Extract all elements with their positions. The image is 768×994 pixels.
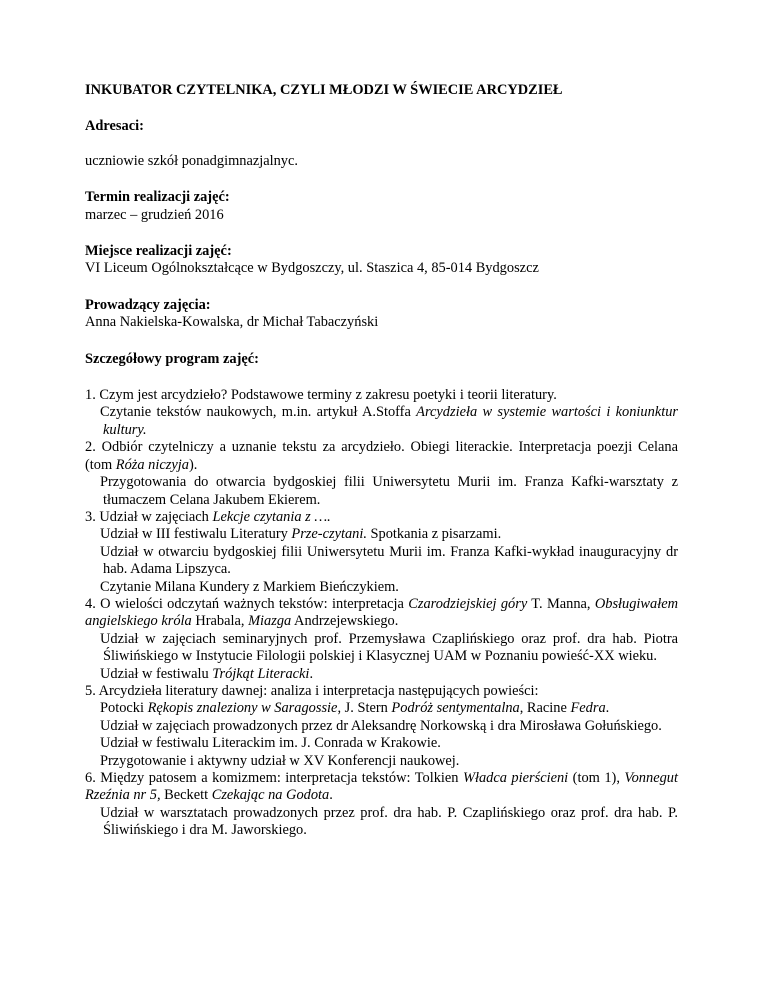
program-item-detail: Udział w festiwalu Literackim im. J. Conrada w Krakowie.	[100, 735, 441, 752]
leaders-label: Prowadzący zajęcia:	[85, 296, 211, 313]
program-item-heading: 5. Arcydzieła literatury dawnej: analiza i interpretacja następujących powieści:	[85, 682, 539, 699]
program-item-6	[85, 770, 678, 840]
heading-title: Vonnegut Rzeźnia nr 5,	[85, 770, 678, 804]
program-item-detail	[85, 666, 678, 683]
heading-text: 3. Udział w zajęciach	[85, 508, 213, 525]
program-label: Szczegółowy program zajęć:	[85, 350, 259, 367]
program-item-4	[85, 596, 678, 683]
heading-text: 4. O wielości odczytań ważnych tekstów: interpretacja	[85, 595, 409, 612]
place-label: Miejsce realizacji zajęć:	[85, 243, 232, 260]
heading-title: Czarodziejskiej góry	[408, 595, 528, 612]
program-item-heading	[85, 509, 678, 526]
heading-text: .	[329, 787, 333, 804]
detail-title: Fedra	[570, 700, 606, 717]
program-item-2	[85, 439, 678, 509]
heading-text: Beckett	[160, 787, 212, 804]
detail-text: .	[605, 700, 610, 717]
detail-text: Potocki	[100, 700, 148, 717]
detail-text: .	[309, 665, 314, 682]
detail-title: Prze-czytani.	[291, 526, 367, 543]
detail-title: Arcydzieła w systemie wartości i koniunktur kultury.	[103, 404, 678, 438]
detail-text: Spotkania z pisarzami.	[366, 526, 502, 543]
program-item-detail	[85, 404, 678, 439]
program-item-3	[85, 509, 678, 596]
program-item-5	[85, 683, 678, 770]
detail-text: , Racine	[519, 700, 571, 717]
heading-text: 2. Odbiór czytelniczy a uznanie tekstu za arcydzieło. Obiegi literackie. Interpretacja poezji Celana (tom	[85, 439, 678, 473]
program-item-heading: 1. Czym jest arcydzieło? Podstawowe terminy z zakresu poetyki i teorii literatury.	[85, 387, 557, 404]
heading-text: T. Manna,	[527, 595, 595, 612]
program-item-detail: Czytanie Milana Kundery z Markiem Bieńczykiem.	[100, 578, 399, 595]
program-item-detail: Przygotowanie i aktywny udział w XV Konferencji naukowej.	[100, 752, 460, 769]
detail-title: Rękopis znaleziony w Saragossie	[147, 700, 338, 717]
program-item-detail: Udział w otwarciu bydgoskiej filii Uniwersytetu Murii im. Franza Kafki-wykład inauguracyjny dr hab. Adama Lipszyca.	[100, 543, 678, 578]
document-title: INKUBATOR CZYTELNIKA, CZYLI MŁODZI W ŚWIECIE ARCYDZIEŁ	[85, 82, 563, 98]
program-item-detail: Udział w warsztatach prowadzonych przez prof. dra hab. P. Czaplińskiego oraz prof. dra hab. P. Śliwińskiego i dra M. Jaworskiego.	[100, 804, 678, 839]
detail-text: , J. Stern	[337, 700, 392, 717]
program-list	[85, 387, 678, 840]
detail-text: Udział w III festiwalu Literatury	[100, 526, 292, 543]
recipients-label: Adresaci:	[85, 118, 144, 135]
heading-title: Róża niczyja	[115, 456, 189, 473]
detail-title: Podróż sentymentalna	[391, 700, 520, 717]
term-label: Termin realizacji zajęć:	[85, 189, 230, 206]
program-item-detail: Udział w zajęciach seminaryjnych prof. Przemysława Czaplińskiego oraz prof. dra hab. Piotra Śliwińskiego w Instytucie Filologii polskiej i Klasycznej UAM w Poznaniu powieść-XX wieku.	[100, 630, 678, 665]
program-item-heading	[85, 596, 678, 631]
program-item-heading	[85, 770, 678, 805]
program-item-detail	[85, 526, 678, 543]
heading-text: (tom 1),	[568, 770, 625, 786]
heading-text: ).	[188, 456, 198, 473]
heading-title: Lekcje czytania z ….	[212, 508, 331, 525]
heading-text: Hrabala,	[191, 613, 249, 630]
detail-text: Czytanie tekstów naukowych, m.in. artykuł A.Stoffa	[100, 404, 417, 421]
heading-title: Władca pierścieni	[462, 770, 569, 786]
detail-title: Trójkąt Literacki	[212, 665, 310, 682]
program-item-heading	[85, 439, 678, 474]
leaders-value: Anna Nakielska-Kowalska, dr Michał Tabaczyński	[85, 314, 379, 331]
heading-text: 6. Między patosem a komizmem: interpretacja tekstów: Tolkien	[85, 770, 463, 786]
program-item-detail: Udział w zajęciach prowadzonych przez dr Aleksandrę Norkowską i dra Mirosława Gołuńskiego.	[100, 717, 662, 734]
detail-text: Udział w festiwalu	[100, 665, 213, 682]
heading-title: Miazga	[248, 613, 292, 630]
program-item-detail	[85, 700, 678, 717]
program-item-detail: Przygotowania do otwarcia bydgoskiej filii Uniwersytetu Murii im. Franza Kafki-warsztaty z tłumaczem Celana Jakubem Ekierem.	[100, 474, 678, 508]
recipients-value: uczniowie szkół ponadgimnazjalnyc.	[85, 152, 298, 169]
place-value: VI Liceum Ogólnokształcące w Bydgoszczy, ul. Staszica 4, 85-014 Bydgoszcz	[85, 260, 539, 277]
program-item-1	[85, 387, 678, 439]
heading-title: Obsługiwałem angielskiego króla	[85, 595, 679, 630]
term-value: marzec – grudzień 2016	[85, 206, 224, 223]
heading-text: Andrzejewskiego.	[291, 613, 399, 630]
heading-title: Czekając na Godota	[211, 787, 330, 804]
